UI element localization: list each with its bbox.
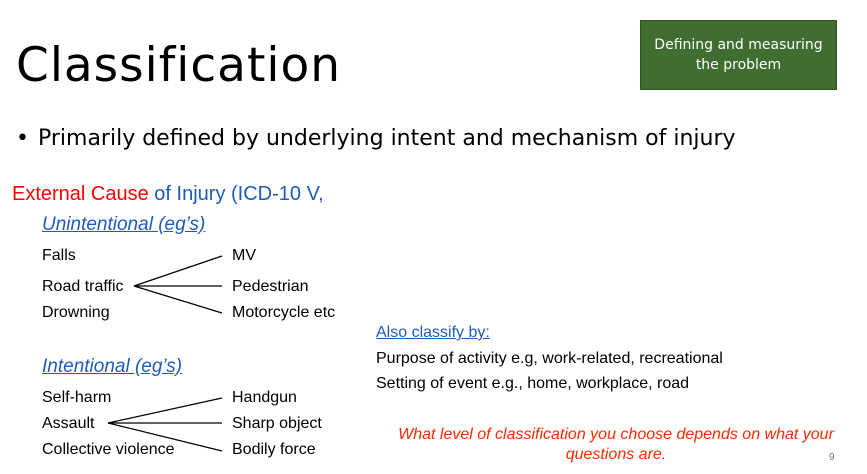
bullet-dot-icon: •	[16, 126, 29, 151]
external-cause-label: External Cause	[12, 183, 149, 205]
intentional-item-collective-violence: Collective violence	[42, 441, 175, 458]
also-classify-setting: Setting of event e.g., home, workplace, road	[376, 375, 690, 392]
bullet-text: Primarily defined by underlying intent and mechanism of injury	[37, 126, 736, 151]
also-classify-purpose: Purpose of activity e.g, work-related, recreational	[376, 350, 723, 367]
unintentional-item-falls: Falls	[42, 247, 76, 264]
classification-note: What level of classification you choose depends on what your questions are.	[398, 426, 834, 463]
intentional-item-self-harm: Self-harm	[42, 389, 112, 406]
intentional-item-assault: Assault	[42, 415, 95, 432]
also-classify-heading: Also classify by:	[376, 324, 490, 341]
intentional-heading: Intentional (eg’s)	[42, 356, 183, 377]
unintentional-heading: Unintentional (eg’s)	[42, 214, 206, 235]
unintentional-item-road-traffic: Road traffic	[42, 278, 124, 295]
unintentional-mechanism-pedestrian: Pedestrian	[232, 278, 309, 295]
intentional-mechanism-sharp-object: Sharp object	[232, 415, 322, 432]
intentional-mechanism-bodily-force: Bodily force	[232, 441, 316, 458]
page-number: 9	[829, 452, 835, 463]
unintentional-mechanism-mv: MV	[232, 247, 256, 264]
connector-road-traffic-mv	[134, 256, 222, 286]
connector-assault-bodily-force	[108, 423, 222, 451]
unintentional-mechanism-motorcycle: Motorcycle etc	[232, 304, 336, 321]
section-tag: Defining and measuring the problem	[640, 20, 837, 90]
unintentional-item-drowning: Drowning	[42, 304, 110, 321]
intentional-mechanism-handgun: Handgun	[232, 389, 297, 406]
connector-road-traffic-motorcycle	[134, 286, 222, 313]
connector-assault-handgun	[108, 398, 222, 423]
external-cause-rest: of Injury (ICD-10 V,	[148, 183, 324, 205]
slide-title: Classification	[16, 38, 341, 93]
